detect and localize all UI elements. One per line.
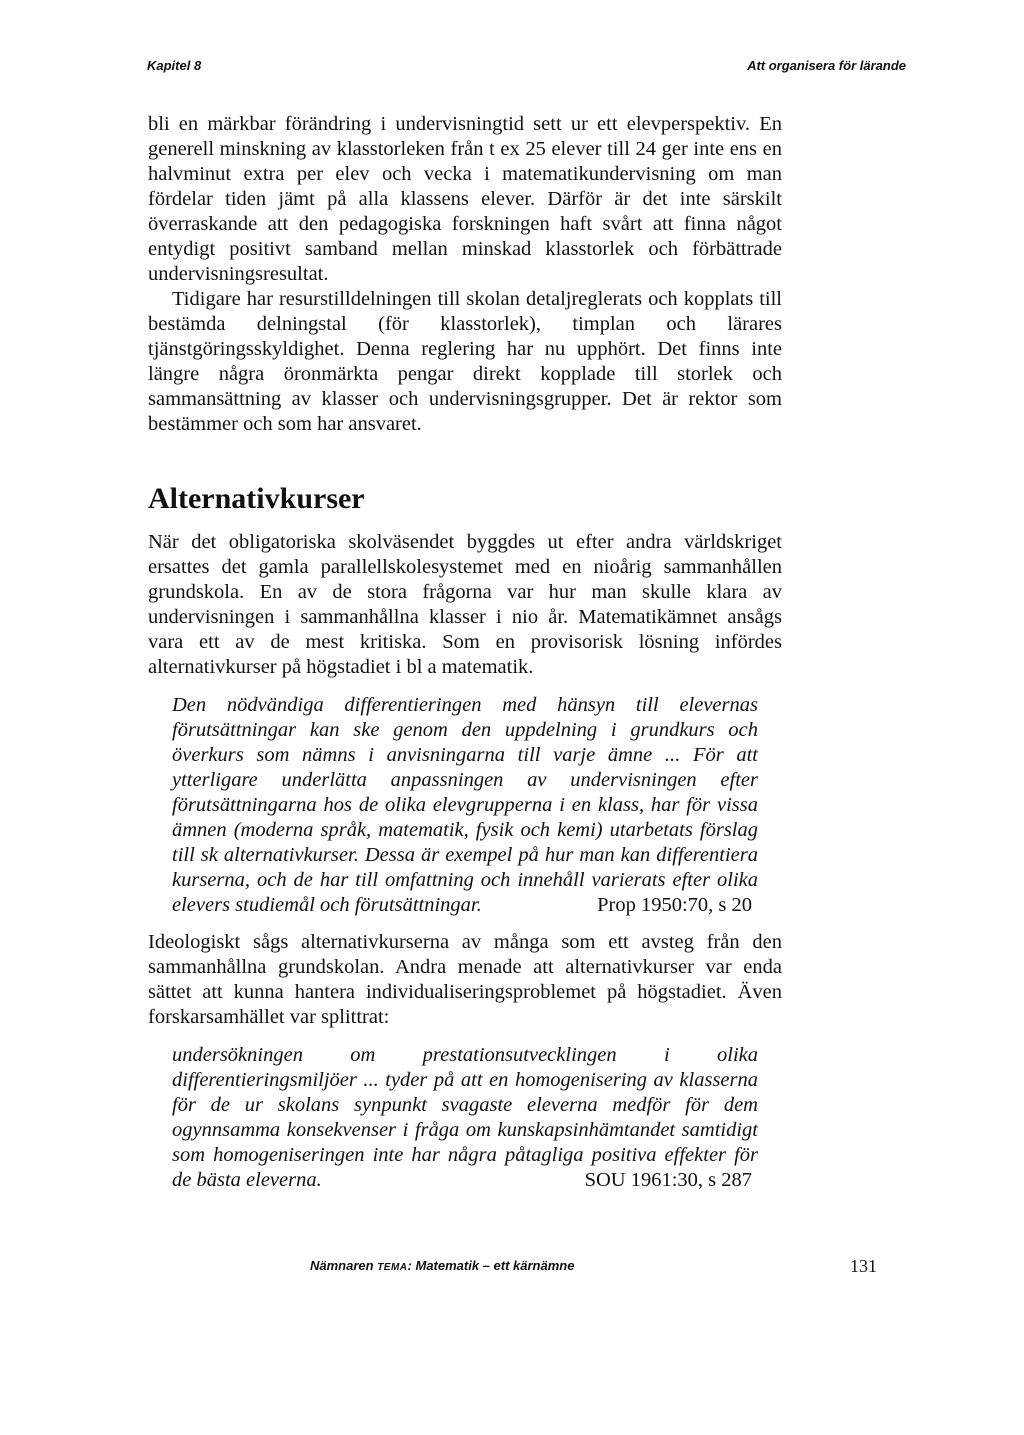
page-number: 131 [850, 1256, 877, 1276]
paragraph-1: bli en märkbar förändring i undervisningtid sett ur ett elevperspektiv. En generell minskning av klasstorleken från t ex 25 elever till 24 ger inte ens en halvminut extra per elev och vecka i matematikundervisning om man fördelar tiden jämt på alla klassens elever. Därför är det inte särskilt överraskande att den pedagogiska forskningen haft svårt att finna något entydigt positivt samband mellan minskad klasstorlek och förbättrade undervisningsresultat. [148, 113, 782, 285]
chapter-label: Kapitel 8 [147, 58, 202, 73]
quote-1-source: Prop 1950:70, s 20 [597, 894, 752, 916]
section-heading: Alternativkurser [148, 482, 365, 515]
footer-tema: TEMA [377, 1262, 408, 1273]
block-quote-2 [172, 1043, 758, 1193]
footer-journal [310, 1258, 574, 1273]
footer-journal-name: Nämnaren [310, 1258, 374, 1273]
running-title: Att organisera för lärande [747, 58, 906, 73]
quote-2-source: SOU 1961:30, s 287 [584, 1169, 752, 1191]
quote-1-text: Den nödvändiga differentieringen med hänsyn till elevernas förutsättningar kan ske genom den uppdelning i grundkurs och överkurs som nämns i anvisningarna till varje ämne ... För att ytterligare underlätta anpassningen av undervisningen efter förutsättningarna hos de olika elevgrupperna i en klass, har för vissa ämnen (moderna språk, matematik, fysik och kemi) utarbetats förslag till sk alternativkurser. Dessa är exempel på hur man kan differentiera kurserna, och de har till omfattning och innehåll varierats efter olika elevers studiemål och förutsättningar. [172, 694, 758, 916]
quote-2-text: undersökningen om prestationsutvecklingen i olika differentieringsmiljöer ... tyder på att en homogenisering av klasserna för de ur skolans synpunkt svagaste eleverna medför för dem ogynnsamma konsekvenser i fråga om kunskapsinhämtandet samtidigt som homogeniseringen inte har några påtagliga positiva effekter för de bästa eleverna. [172, 1044, 758, 1191]
paragraph-3: När det obligatoriska skolväsendet byggdes ut efter andra världskriget ersattes det gamla parallellskolesystemet med en nioårig sammanhållen grundskola. En av de stora frågorna var hur man skulle klara av undervisningen i sammanhållna klasser i nio år. Matematikämnet ansågs vara ett av de mest kritiska. Som en provisorisk lösning infördes alternativkurser på högstadiet i bl a matematik. [148, 531, 782, 678]
footer-subtitle: : Matematik – ett kärnämne [407, 1258, 575, 1273]
page-body [148, 112, 782, 1205]
paragraph-4: Ideologiskt sågs alternativkurserna av många som ett avsteg från den sammanhållna grundskolan. Andra menade att alternativkurser var enda sättet att kunna hantera individualiseringsproblemet på högstadiet. Även forskarsamhället var splittrat: [148, 931, 782, 1028]
block-quote-1 [172, 693, 758, 918]
paragraph-2: Tidigare har resurstilldelningen till skolan detaljreglerats och kopplats till bestämda delningstal (för klasstorlek), timplan och lärares tjänstgöringsskyldighet. Denna reglering har nu upphört. Det finns inte längre några öronmärkta pengar direkt kopplade till storlek och sammansättning av klasser och undervisningsgrupper. Det är rektor som bestämmer och som har ansvaret. [148, 288, 782, 435]
